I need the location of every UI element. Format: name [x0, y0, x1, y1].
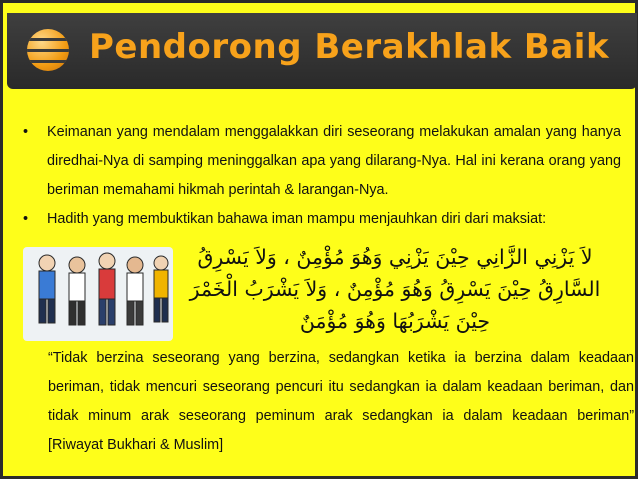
hadith-translation: “Tidak berzina seseorang yang berzina, sedangkan ketika ia berzina dalam keadaan beriman, tidak mencuri seseorang pencuri itu sedangkan ia dalam keadaan beriman, dan tidak minum arak seseorang peminum arak sedangkan ia dalam keadaan beriman” [Riwayat Bukhari & Muslim] [48, 350, 634, 453]
bullet-marker: • [23, 124, 29, 140]
bullet-item [21, 205, 621, 234]
arabic-line: حِيْنَ يَشْرَبُهَا وَهُوَ مُؤْمَنٌ [299, 309, 491, 333]
slide-title: Pendorong Berakhlak Baik [89, 27, 610, 67]
bullet-item [21, 118, 621, 205]
striped-ball-icon [27, 29, 69, 71]
arabic-line: لاَ يَزْنِي الزَّانِي حِيْنَ يَزْنِي وَهُوَ مُؤْمِنٌ ، وَلاَ يَسْرِقُ [197, 245, 593, 269]
students-running-illustration [19, 241, 177, 345]
bullet-list [21, 118, 621, 234]
bullet-text: Hadith yang membuktikan bahawa iman mampu menjauhkan diri dari maksiat: [47, 211, 547, 227]
bullet-text: Keimanan yang mendalam menggalakkan diri seseorang melakukan amalan yang hanya diredhai-Nya di samping meninggalkan apa yang dilarang-Nya. Hal ini kerana orang yang beriman memahami hikmah perintah & larangan-Nya. [47, 124, 621, 198]
title-bar [7, 13, 637, 89]
bullet-marker: • [23, 211, 29, 227]
arabic-line: السَّارِقُ حِيْنَ يَسْرِقُ وَهُوَ مُؤْمِنٌ ، وَلاَ يَشْرَبُ الْخَمْرَ [189, 277, 601, 301]
hadith-arabic [183, 241, 607, 337]
